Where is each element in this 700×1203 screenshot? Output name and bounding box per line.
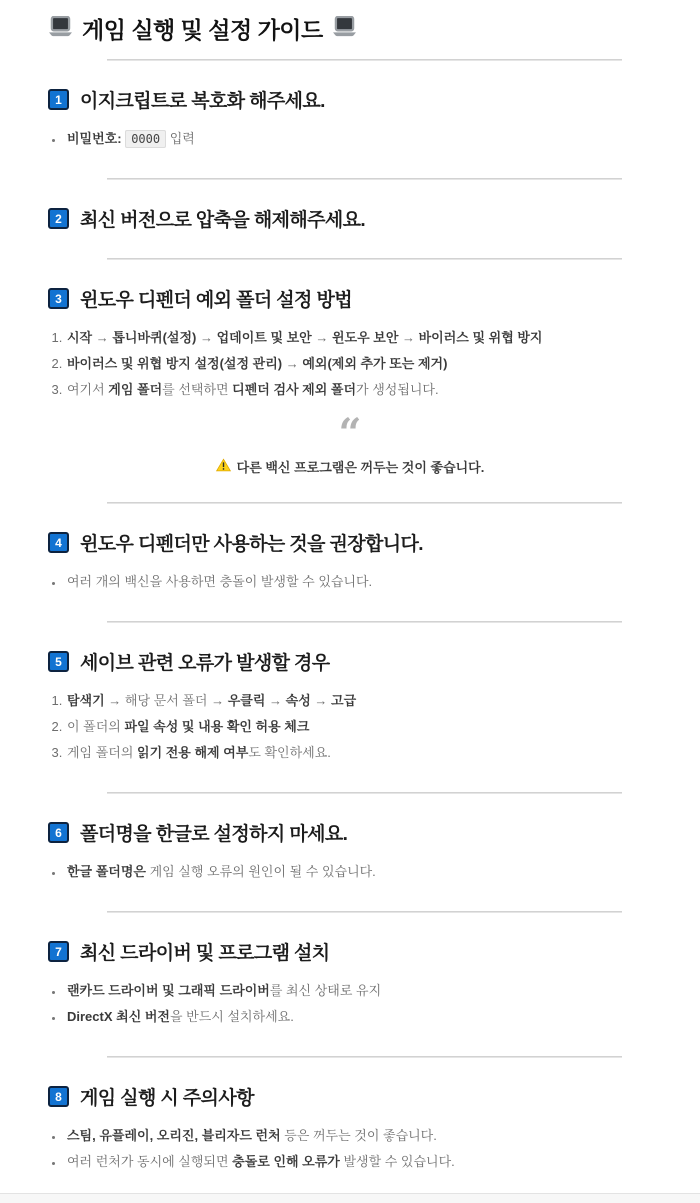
section-heading <box>48 648 700 675</box>
list-item: 2. 바이러스 및 위협 방지 설정(설정 관리) → 예외(제외 추가 또는 제거) <box>66 351 700 377</box>
bullet-list <box>64 859 700 885</box>
divider <box>107 258 622 260</box>
divider <box>107 502 622 504</box>
section-heading <box>48 938 700 965</box>
section-title: 폴더명을 한글로 설정하지 마세요. <box>80 824 348 845</box>
bullet-list <box>64 978 700 1030</box>
section-number-badge: 4 <box>48 532 69 553</box>
list-item: • DirectX 최신 버전을 반드시 설치하세요. <box>64 1004 700 1030</box>
section-heading <box>48 529 700 556</box>
list-item: 1. 탐색기 → 해당 문서 폴더 → 우클릭 → 속성 → 고급 <box>66 688 700 714</box>
bullet-list <box>64 126 700 152</box>
section-title: 이지크립트로 복호화 해주세요. <box>80 91 325 112</box>
divider <box>107 792 622 794</box>
section-defender-exclusion <box>0 285 700 476</box>
section-title: 게임 실행 시 주의사항 <box>80 1088 254 1109</box>
divider <box>107 178 622 180</box>
divider <box>107 911 622 913</box>
page-title <box>48 12 700 45</box>
laptop-icon <box>332 16 357 42</box>
divider <box>107 621 622 623</box>
section-number-badge: 6 <box>48 822 69 843</box>
section-no-korean-folder <box>0 819 700 885</box>
list-item: • 스팀, 유플레이, 오리진, 블리자드 런처 등은 꺼두는 것이 좋습니다. <box>64 1123 700 1149</box>
numbered-list <box>50 688 700 766</box>
section-number-badge: 5 <box>48 651 69 672</box>
section-title: 윈도우 디펜더만 사용하는 것을 권장합니다. <box>80 534 423 555</box>
page-title-text: 게임 실행 및 설정 가이드 <box>82 17 323 43</box>
list-item: 1. 시작 → 톱니바퀴(설정) → 업데이트 및 보안 → 윈도우 보안 → 바이러스 및 위협 방지 <box>66 325 700 351</box>
section-heading <box>48 205 700 232</box>
section-defender-only <box>0 529 700 595</box>
warning-note <box>60 457 640 476</box>
section-save-error <box>0 648 700 766</box>
section-number-badge: 3 <box>48 288 69 309</box>
bullet-list <box>64 569 700 595</box>
footer-strip <box>0 1193 700 1203</box>
section-heading <box>48 285 700 312</box>
section-heading <box>48 86 700 113</box>
bullet-list <box>64 1123 700 1175</box>
warning-text: 다른 백신 프로그램은 꺼두는 것이 좋습니다. <box>236 460 485 475</box>
warning-triangle-icon <box>216 458 231 475</box>
divider <box>107 1056 622 1058</box>
list-item: 2. 이 폴더의 파일 속성 및 내용 확인 허용 체크 <box>66 714 700 740</box>
quote-mark: “ <box>338 410 362 457</box>
section-title: 세이브 관련 오류가 발생할 경우 <box>80 653 330 674</box>
section-title: 최신 드라이버 및 프로그램 설치 <box>80 943 330 964</box>
list-item: • 비밀번호: 0000 입력 <box>64 126 700 152</box>
section-number-badge: 8 <box>48 1086 69 1107</box>
list-item: 3. 게임 폴더의 읽기 전용 해제 여부도 확인하세요. <box>66 740 700 766</box>
section-unzip <box>0 205 700 232</box>
list-item: • 여러 개의 백신을 사용하면 충돌이 발생할 수 있습니다. <box>64 569 700 595</box>
section-number-badge: 7 <box>48 941 69 962</box>
section-number-badge: 1 <box>48 89 69 110</box>
numbered-list <box>50 325 700 403</box>
section-run-cautions <box>0 1083 700 1175</box>
list-item: • 여러 런처가 동시에 실행되면 충돌로 인해 오류가 발생할 수 있습니다. <box>64 1149 700 1175</box>
section-number-badge: 2 <box>48 208 69 229</box>
section-heading <box>48 1083 700 1110</box>
divider <box>107 59 622 61</box>
quote-block <box>60 410 640 476</box>
list-item: 3. 여기서 게임 폴더를 선택하면 디펜더 검사 제외 폴더가 생성됩니다. <box>66 377 700 403</box>
laptop-icon <box>48 16 73 42</box>
section-decrypt <box>0 86 700 152</box>
list-item: • 랜카드 드라이버 및 그래픽 드라이버를 최신 상태로 유지 <box>64 978 700 1004</box>
list-item: • 한글 폴더명은 게임 실행 오류의 원인이 될 수 있습니다. <box>64 859 700 885</box>
section-drivers <box>0 938 700 1030</box>
section-title: 최신 버전으로 압축을 해제해주세요. <box>80 210 366 231</box>
section-title: 윈도우 디펜더 예외 폴더 설정 방법 <box>80 290 352 311</box>
section-heading <box>48 819 700 846</box>
